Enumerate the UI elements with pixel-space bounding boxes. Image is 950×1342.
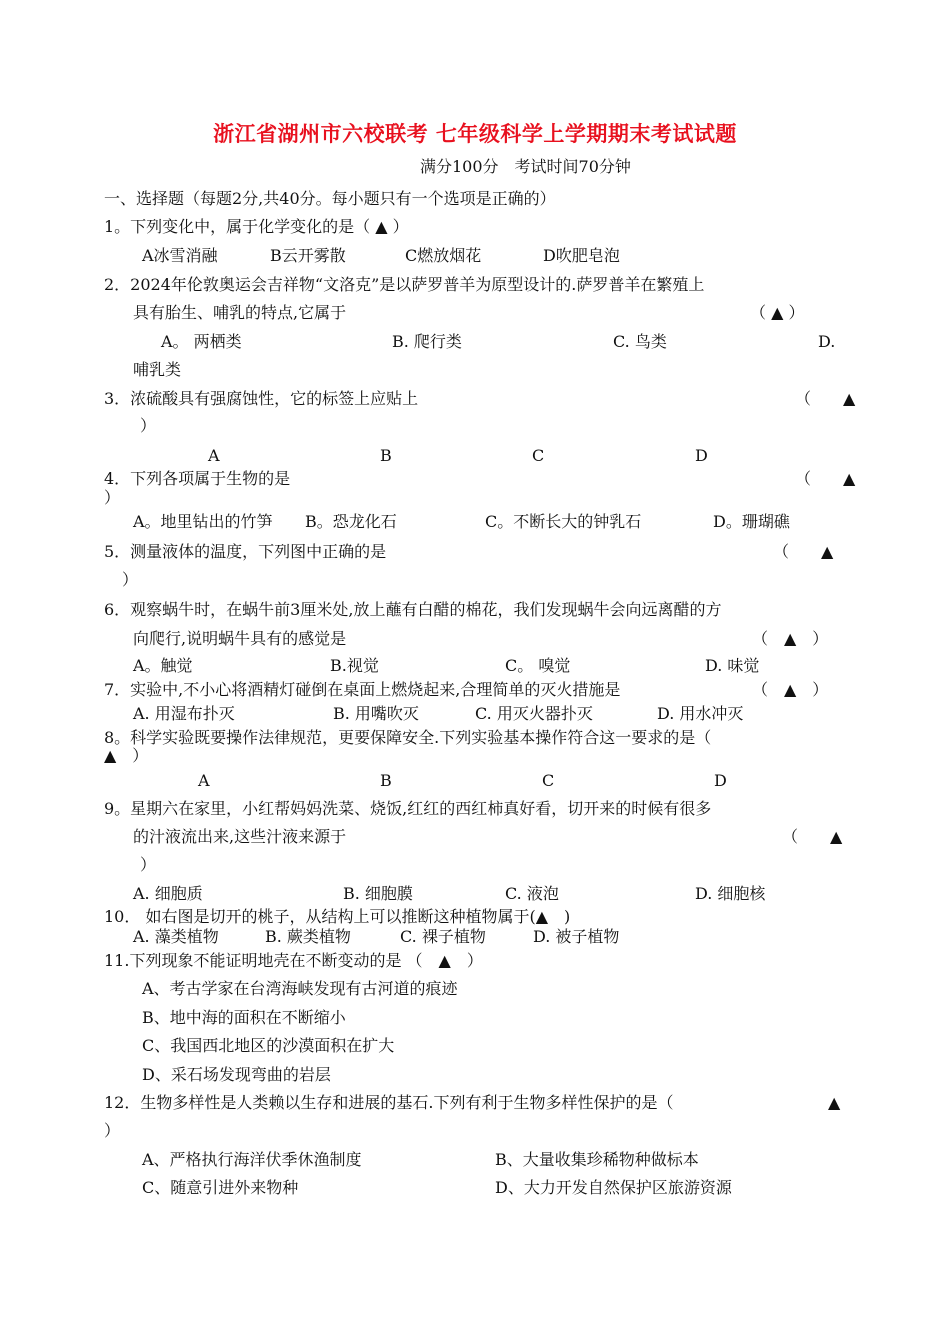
- question-1-option-c: C燃放烟花: [405, 246, 482, 265]
- question-11-stem: 11.下列现象不能证明地壳在不断变动的是 （ ▲ ）: [104, 951, 483, 970]
- question-4-option-a: A。地里钻出的竹笋: [133, 512, 273, 531]
- question-3-option-c: C: [532, 446, 545, 465]
- question-5-stem: 5．测量液体的温度，下列图中正确的是: [104, 542, 387, 561]
- question-11-option-d: D、采石场发现弯曲的岩层: [142, 1065, 331, 1084]
- question-7-answer-blank: （ ▲ ）: [752, 680, 829, 699]
- question-6-stem: 6．观察蜗牛时，在蜗牛前3厘米处,放上蘸有白醋的棉花，我们发现蜗牛会向远离醋的方: [104, 600, 722, 619]
- section-heading: 一、选择题（每题2分,共40分。每小题只有一个选项是正确的）: [104, 189, 556, 208]
- question-3-option-b: B: [380, 446, 392, 465]
- question-3-stem: 3．浓硫酸具有强腐蚀性，它的标签上应贴上: [104, 389, 419, 408]
- question-11-option-c: C、我国西北地区的沙漠面积在扩大: [142, 1036, 395, 1055]
- question-9-answer-open: （ ▲: [782, 827, 843, 846]
- question-6-option-a: A。触觉: [133, 656, 193, 675]
- question-9-option-b: B. 细胞膜: [343, 884, 413, 903]
- question-10-option-c: C. 裸子植物: [400, 927, 486, 946]
- question-2-option-d: D.: [818, 332, 836, 351]
- question-12-answer-close: ）: [104, 1121, 121, 1140]
- question-11-option-b: B、地中海的面积在不断缩小: [142, 1008, 346, 1027]
- question-10-option-b: B. 蕨类植物: [265, 927, 351, 946]
- question-9-option-a: A. 细胞质: [133, 884, 203, 903]
- question-7-option-a: A. 用湿布扑灭: [133, 704, 235, 723]
- question-1-option-d: D吹肥皂泡: [543, 246, 620, 265]
- question-9-stem: 9。星期六在家里，小红帮妈妈洗菜、烧饭,红红的西红柿真好看，切开来的时候有很多: [104, 799, 712, 818]
- question-2-option-a: A。 两栖类: [161, 332, 242, 351]
- question-3-option-a: A: [208, 446, 220, 465]
- question-7-option-c: C. 用灭火器扑灭: [475, 704, 593, 723]
- question-9-answer-close: ）: [140, 855, 157, 874]
- question-7-option-b: B. 用嘴吹灭: [333, 704, 419, 723]
- question-6-option-c: C。 嗅觉: [505, 656, 571, 675]
- question-6-option-d: D. 味觉: [705, 656, 760, 675]
- question-1-option-a: A冰雪消融: [142, 246, 218, 265]
- question-8-option-b: B: [380, 771, 392, 790]
- question-12-option-d: D、大力开发自然保护区旅游资源: [495, 1178, 732, 1197]
- question-5-answer-close: ）: [122, 570, 139, 589]
- question-10-stem: 10． 如右图是切开的桃子，从结构上可以推断这种植物属于(▲ ): [104, 907, 571, 926]
- question-6-stem-cont: 向爬行,说明蜗牛具有的感觉是: [133, 629, 347, 648]
- question-2-option-b: B. 爬行类: [392, 332, 462, 351]
- page-title: 浙江省湖州市六校联考 七年级科学上学期期末考试试题: [213, 122, 737, 146]
- question-3-answer-close: ）: [140, 416, 157, 435]
- question-4-option-d: D。珊瑚礁: [713, 512, 790, 531]
- question-8-option-c: C: [542, 771, 555, 790]
- question-8-option-d: D: [714, 771, 727, 790]
- question-11-option-a: A、考古学家在台湾海峡发现有古河道的痕迹: [142, 979, 458, 998]
- question-10-option-a: A. 藻类植物: [133, 927, 219, 946]
- question-8-answer-close: ▲ ）: [104, 746, 149, 765]
- question-1-stem: 1。下列变化中，属于化学变化的是（ ▲ ）: [104, 217, 409, 236]
- question-2-answer-blank: （ ▲ ）: [750, 303, 805, 322]
- question-6-option-b: B.视觉: [330, 656, 379, 675]
- question-4-option-b: B。恐龙化石: [305, 512, 397, 531]
- question-2-stem-cont: 具有胎生、哺乳的特点,它属于: [133, 303, 347, 322]
- question-3-answer-open: （ ▲: [795, 389, 856, 408]
- question-4-stem: 4．下列各项属于生物的是: [104, 469, 291, 488]
- question-2-option-d-wrap: 哺乳类: [133, 360, 182, 379]
- question-12-option-c: C、随意引进外来物种: [142, 1178, 299, 1197]
- question-3-option-d: D: [695, 446, 708, 465]
- question-9-stem-cont: 的汁液流出来,这些汁液来源于: [133, 827, 347, 846]
- question-9-option-d: D. 细胞核: [695, 884, 766, 903]
- question-4-answer-close: ）: [104, 488, 121, 507]
- question-8-stem: 8。科学实验既要操作法律规范，更要保障安全.下列实验基本操作符合这一要求的是（: [104, 728, 712, 747]
- question-8-option-a: A: [198, 771, 210, 790]
- question-4-option-c: C。不断长大的钟乳石: [485, 512, 642, 531]
- question-12-option-a: A、严格执行海洋伏季休渔制度: [142, 1150, 362, 1169]
- question-7-option-d: D. 用水冲灭: [657, 704, 744, 723]
- question-6-answer-blank: （ ▲ ）: [752, 629, 829, 648]
- question-4-answer-open: （ ▲: [795, 469, 856, 488]
- question-5-answer-open: （ ▲: [773, 542, 834, 561]
- exam-meta: 满分100分 考试时间70分钟: [420, 157, 631, 176]
- question-12-answer-open: ▲: [828, 1093, 841, 1112]
- question-2-option-c: C. 鸟类: [613, 332, 667, 351]
- question-1-option-b: B云开雾散: [270, 246, 346, 265]
- question-12-stem: 12．生物多样性是人类赖以生存和进展的基石.下列有利于生物多样性保护的是（: [104, 1093, 674, 1112]
- question-12-option-b: B、大量收集珍稀物种做标本: [495, 1150, 699, 1169]
- question-7-stem: 7．实验中,不小心将酒精灯碰倒在桌面上燃烧起来,合理简单的灭火措施是: [104, 680, 621, 699]
- question-2-stem: 2．2024年伦敦奥运会吉祥物“文洛克”是以萨罗普羊为原型设计的.萨罗普羊在繁殖上: [104, 275, 705, 294]
- question-9-option-c: C. 液泡: [505, 884, 559, 903]
- question-10-option-d: D. 被子植物: [533, 927, 620, 946]
